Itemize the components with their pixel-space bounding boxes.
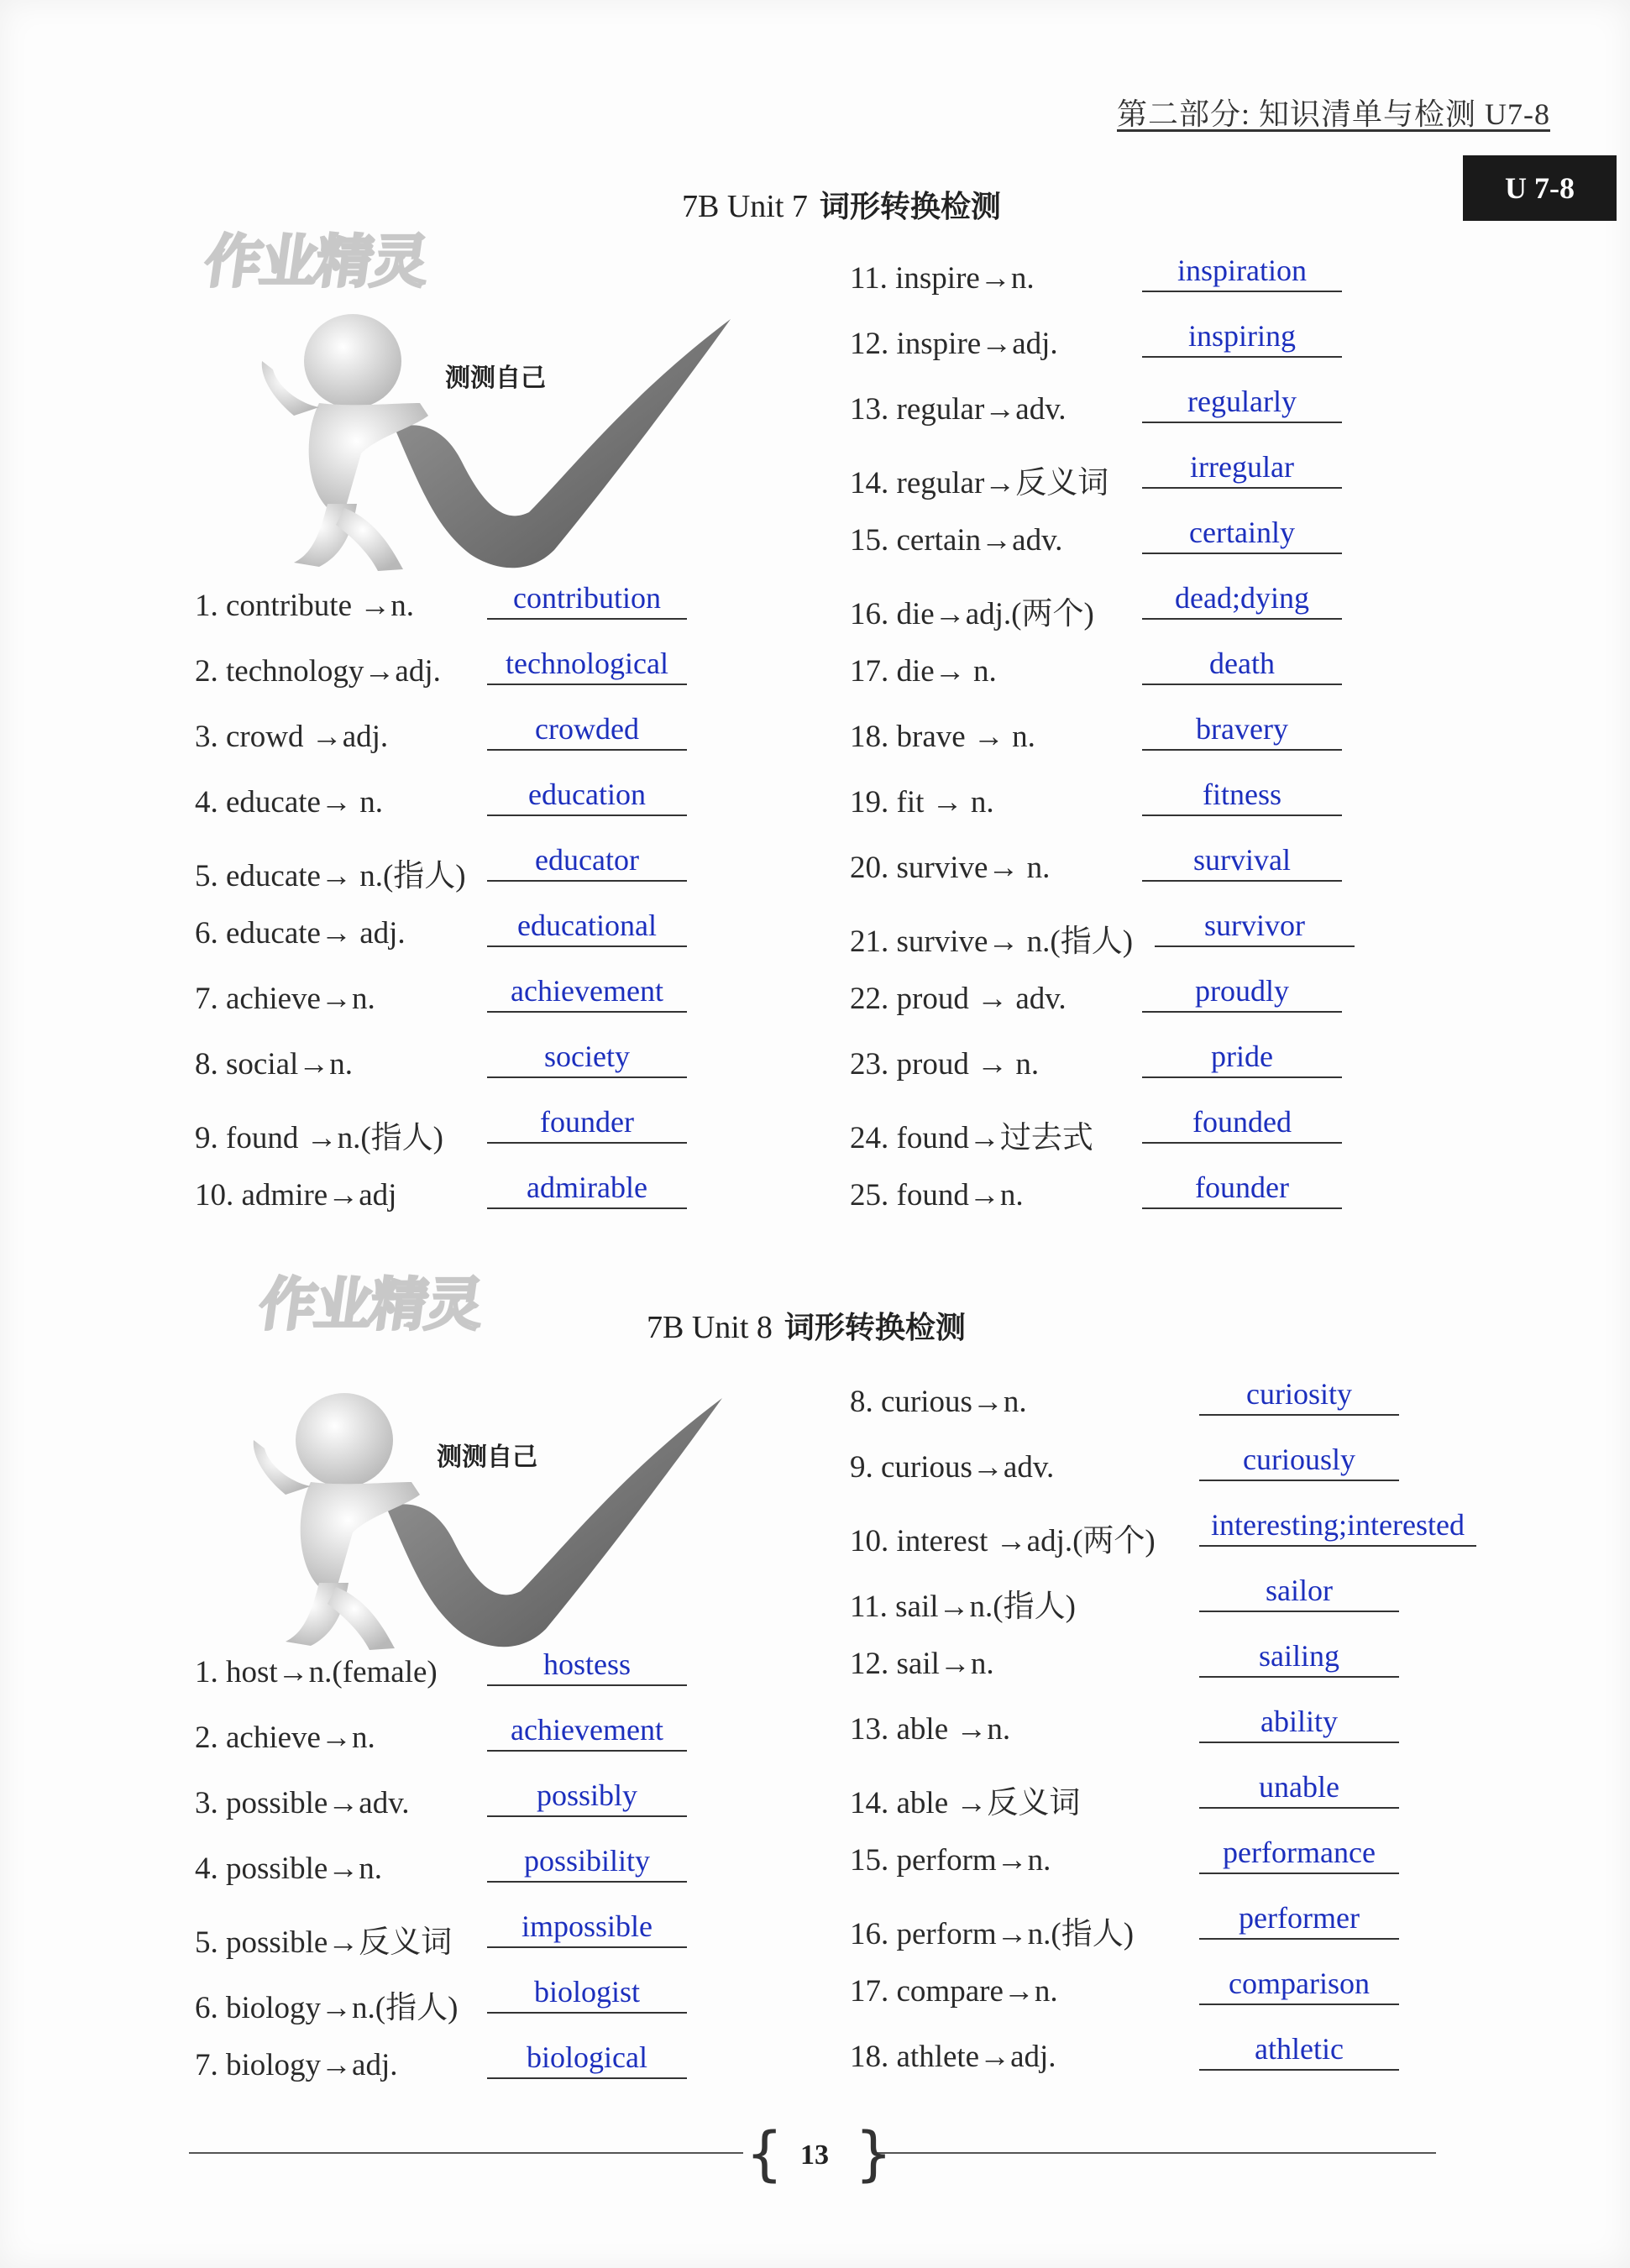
question-prompt: 6. educate→ adj. — [195, 916, 406, 951]
answer-blank[interactable]: comparison — [1199, 1967, 1399, 2005]
answer-blank[interactable]: educational — [487, 909, 687, 947]
answer-blank[interactable]: biologist — [487, 1975, 687, 2014]
question-prompt: 24. found→过去式 — [850, 1121, 1093, 1155]
answer-blank[interactable]: founder — [487, 1105, 687, 1144]
answer-blank[interactable]: biological — [487, 2040, 687, 2079]
question-prompt: 19. fit → n. — [850, 785, 994, 820]
unit-tab: U 7-8 — [1463, 155, 1617, 221]
breadcrumb: 第二部分: 知识清单与检测 U7-8 — [1117, 97, 1550, 131]
unit7-title — [682, 183, 1001, 226]
answer-blank[interactable]: contribution — [487, 581, 687, 620]
footer-rule-right — [873, 2152, 1436, 2154]
answer-blank[interactable]: survivor — [1155, 909, 1355, 947]
question-prompt: 7. achieve→n. — [195, 982, 375, 1016]
question-prompt: 1. host→n.(female) — [195, 1655, 438, 1689]
answer-blank[interactable]: admirable — [487, 1171, 687, 1209]
question-prompt: 2. achieve→n. — [195, 1721, 375, 1755]
answer-blank[interactable]: ability — [1199, 1705, 1399, 1743]
question-prompt: 14. able →反义词 — [850, 1786, 1081, 1820]
question-prompt: 15. perform→n. — [850, 1843, 1051, 1878]
question-prompt: 17. compare→n. — [850, 1974, 1058, 2009]
question-prompt: 17. die→ n. — [850, 654, 997, 689]
question-prompt: 5. possible→反义词 — [195, 1925, 453, 1960]
answer-blank[interactable]: interesting;interested — [1199, 1508, 1476, 1547]
answer-blank[interactable]: unable — [1199, 1770, 1399, 1809]
question-prompt: 16. perform→n.(指人) — [850, 1917, 1135, 1951]
answer-blank[interactable]: sailor — [1199, 1574, 1399, 1612]
question-prompt: 16. die→adj.(两个) — [850, 597, 1094, 631]
answer-blank[interactable]: certainly — [1142, 516, 1342, 554]
unit8-title-en: 7B Unit 8 — [647, 1310, 773, 1345]
answer-blank[interactable]: performance — [1199, 1836, 1399, 1874]
answer-blank[interactable]: education — [487, 778, 687, 816]
page-number: 13 — [800, 2140, 829, 2171]
answer-blank[interactable]: regularly — [1142, 385, 1342, 423]
answer-blank[interactable]: fitness — [1142, 778, 1342, 816]
question-prompt: 12. sail→n. — [850, 1647, 994, 1681]
answer-blank[interactable]: achievement — [487, 974, 687, 1013]
question-prompt: 18. athlete→adj. — [850, 2040, 1056, 2074]
answer-blank[interactable]: impossible — [487, 1909, 687, 1948]
question-prompt: 2. technology→adj. — [195, 654, 441, 689]
answer-blank[interactable]: possibility — [487, 1844, 687, 1883]
question-prompt: 11. inspire→n. — [850, 261, 1035, 296]
check-figure-illustration — [252, 302, 739, 579]
question-prompt: 22. proud → adv. — [850, 982, 1067, 1016]
question-prompt: 12. inspire→adj. — [850, 327, 1058, 361]
question-prompt: 3. crowd →adj. — [195, 720, 389, 754]
question-prompt: 18. brave → n. — [850, 720, 1035, 754]
question-prompt: 13. able →n. — [850, 1712, 1011, 1747]
watermark: 作业精灵 — [254, 1272, 486, 1338]
question-prompt: 4. possible→n. — [195, 1852, 383, 1886]
question-prompt: 25. found→n. — [850, 1178, 1024, 1213]
answer-blank[interactable]: proudly — [1142, 974, 1342, 1013]
answer-blank[interactable]: bravery — [1142, 712, 1342, 751]
question-prompt: 15. certain→adv. — [850, 523, 1063, 558]
answer-blank[interactable]: crowded — [487, 712, 687, 751]
question-prompt: 9. curious→adv. — [850, 1450, 1055, 1485]
answer-blank[interactable]: inspiring — [1142, 319, 1342, 358]
unit7-title-cn: 词形转换检测 — [819, 190, 1001, 224]
answer-blank[interactable]: sailing — [1199, 1639, 1399, 1678]
question-prompt: 6. biology→n.(指人) — [195, 1991, 459, 2025]
question-prompt: 8. social→n. — [195, 1047, 354, 1082]
question-prompt: 9. found →n.(指人) — [195, 1121, 443, 1155]
question-prompt: 21. survive→ n.(指人) — [850, 924, 1134, 959]
unit7-title-en: 7B Unit 7 — [682, 189, 808, 224]
question-prompt: 10. admire→adj — [195, 1178, 397, 1213]
question-prompt: 3. possible→adv. — [195, 1786, 410, 1820]
right-brace-icon: } — [855, 2119, 893, 2188]
answer-blank[interactable]: dead;dying — [1142, 581, 1342, 620]
answer-blank[interactable]: hostess — [487, 1647, 687, 1686]
question-prompt: 23. proud → n. — [850, 1047, 1040, 1082]
question-prompt: 4. educate→ n. — [195, 785, 383, 820]
answer-blank[interactable]: curiosity — [1199, 1377, 1399, 1416]
answer-blank[interactable]: death — [1142, 647, 1342, 685]
watermark: 作业精灵 — [200, 229, 432, 296]
answer-blank[interactable]: technological — [487, 647, 687, 685]
answer-blank[interactable]: irregular — [1142, 450, 1342, 489]
answer-blank[interactable]: inspiration — [1142, 254, 1342, 292]
illustration-label: 测测自己 — [445, 364, 546, 393]
left-brace-icon: { — [746, 2119, 784, 2188]
question-prompt: 5. educate→ n.(指人) — [195, 859, 466, 893]
question-prompt: 8. curious→n. — [850, 1385, 1027, 1419]
answer-blank[interactable]: survival — [1142, 843, 1342, 882]
answer-blank[interactable]: founder — [1142, 1171, 1342, 1209]
answer-blank[interactable]: society — [487, 1040, 687, 1078]
check-figure-illustration — [244, 1381, 731, 1658]
unit8-title — [647, 1304, 966, 1347]
answer-blank[interactable]: educator — [487, 843, 687, 882]
answer-blank[interactable]: performer — [1199, 1901, 1399, 1940]
question-prompt: 11. sail→n.(指人) — [850, 1590, 1076, 1624]
answer-blank[interactable]: athletic — [1199, 2032, 1399, 2071]
answer-blank[interactable]: curiously — [1199, 1443, 1399, 1481]
answer-blank[interactable]: possibly — [487, 1778, 687, 1817]
illustration-label: 测测自己 — [437, 1443, 537, 1472]
unit8-title-cn: 词形转换检测 — [784, 1311, 966, 1345]
answer-blank[interactable]: pride — [1142, 1040, 1342, 1078]
question-prompt: 13. regular→adv. — [850, 392, 1067, 427]
question-prompt: 1. contribute →n. — [195, 589, 415, 623]
footer-rule-left — [189, 2152, 743, 2154]
question-prompt: 20. survive→ n. — [850, 851, 1051, 885]
answer-blank[interactable]: achievement — [487, 1713, 687, 1752]
question-prompt: 7. biology→adj. — [195, 2048, 398, 2082]
question-prompt: 14. regular→反义词 — [850, 466, 1109, 500]
question-prompt: 10. interest →adj.(两个) — [850, 1524, 1156, 1558]
answer-blank[interactable]: founded — [1142, 1105, 1342, 1144]
